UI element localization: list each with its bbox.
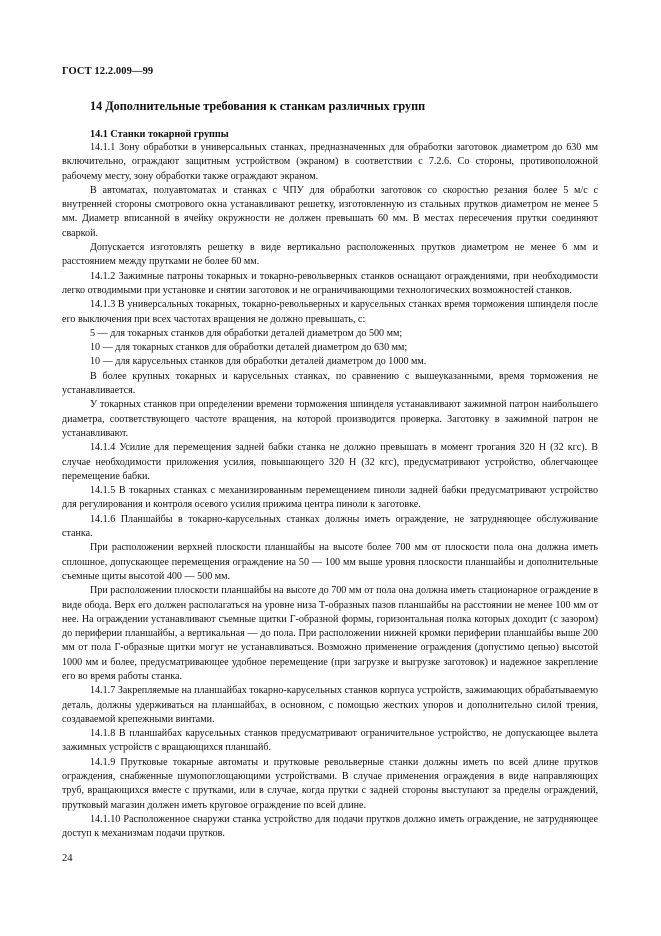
paragraph-grating-requirement: В автоматах, полуавтоматах и станках с ЧПУ для обработки заготовок со скоростью резания более 5 м/с с внутренней стороны смотрового окна устанавливают решетку, изготовленную из стальных прутков диаметром не менее 5 мм. Диаметр вписанной в ячейку окружности не должен превышать 60 мм. В местах пересечения прутки соединяют сваркой. (62, 184, 598, 239)
paragraph-braking-test: У токарных станков при определении времени торможения шпинделя устанавливают зажимной патрон наибольшего диаметра, соответствующего частоте вращения, на которой производится проверка. Заготовку в зажимной патрон не устанавливают. (62, 399, 598, 439)
paragraph-14-1-2: 14.1.2 Зажимные патроны токарных и токарно-револьверных станков оснащают ограждениями, при необходимости легко отводимыми при установке и снятии заготовок и не ограничивающими технологических возможностей станков. (62, 270, 598, 296)
subsection-title: 14.1 Станки токарной группы (90, 129, 229, 140)
body-text (62, 141, 598, 842)
section-title: 14 Дополнительные требования к станкам различных групп (90, 99, 426, 113)
paragraph-14-1-6: 14.1.6 Планшайбы в токарно-карусельных станках должны иметь ограждение, не затрудняющее обслуживание станка. (62, 513, 598, 540)
paragraph-vertical-bars-allowed: Допускается изготовлять решетку в виде вертикально расположенных прутков диаметром не менее 6 мм и расстоянием между прутками не более 60 мм. (62, 242, 598, 268)
paragraph-faceplate-below-700: При расположении плоскости планшайбы на высоте до 700 мм от пола она должна иметь стационарное ограждение в виде обода. Верх его должен располагаться на уровне низа Т-образных пазов планшайбы на расстоянии не менее 100 мм от нее. На ограждении устанавливают съемные щитки Г-образной формы, горизонтальная полка которых доходит (с зазором) до периферии планшайбы, а вертикальная — до пола. При расположении нижней кромки периферии планшайбы выше 200 мм от пола Г-образные щитки могут не устанавливаться. Возможно применение ограждения (допустимо цепью) высотой 1000 мм и более, предусматривающее удобное перемещение (при загрузке и выгрузке заготовок) и надежное закрепление его во время работы станка. (62, 585, 598, 682)
list-item-braking-500: 5 — для токарных станков для обработки деталей диаметром до 500 мм; (90, 327, 403, 339)
document-code-header: ГОСТ 12.2.009—99 (62, 66, 154, 77)
paragraph-14-1-9: 14.1.9 Прутковые токарные автоматы и прутковые револьверные станки должны иметь по всей длине прутков ограждения, снабженные шумопоглощающими устройствами. В случае применения ограждения в виде направляющих труб, вращающихся вместе с прутками, или в случае, когда прутки с задней стороны выступают за пределы ограждений, прутковый магазин должен иметь круговое ограждение по всей длине. (62, 756, 598, 811)
paragraph-14-1-7: 14.1.7 Закрепляемые на планшайбах токарно-карусельных станков корпуса устройств, зажимающих обрабатываемую деталь, должны удерживаться на планшайбах, в основном, с помощью жестких упоров и дополнительно силой трения, создаваемой крепежными винтами. (62, 685, 598, 725)
paragraph-14-1-8: 14.1.8 В планшайбах карусельных станков предусматривают ограничительное устройство, не допускающее вылета зажимных устройств с вращающихся планшайб. (62, 728, 598, 754)
list-item-braking-630: 10 — для токарных станков для обработки деталей диаметром до 630 мм; (90, 342, 408, 354)
list-item-braking-1000: 10 — для карусельных станков для обработки деталей диаметром до 1000 мм. (90, 356, 427, 368)
paragraph-faceplate-above-700: При расположении верхней плоскости планшайбы на высоте более 700 мм от плоскости пола она должна иметь сплошное, допускающее перемещения ограждение на 50 — 100 мм выше уровня плоскости планшайбы и дополнительные съемные щиты высотой 400 — 500 мм. (62, 542, 598, 582)
paragraph-14-1-3: 14.1.3 В универсальных токарных, токарно-револьверных и карусельных станках время торможения шпинделя после его выключения при всех частотах вращения не должно превышать, с: (62, 299, 598, 325)
paragraph-14-1-1: 14.1.1 Зону обработки в универсальных станках, предназначенных для обработки заготовок диаметром до 630 мм включительно, ограждают защитным устройством (экраном) в соответствии с 7.2.6. Со стороны, противоположной рабочему месту, зону обработки также ограждают экраном. (62, 142, 598, 182)
paragraph-14-1-10: 14.1.10 Расположенное снаружи станка устройство для подачи прутков должно иметь ограждение, не затрудняющее доступ к механизмам подачи прутков. (62, 813, 598, 840)
page-number: 24 (62, 853, 73, 864)
paragraph-14-1-5: 14.1.5 В токарных станках с механизированным перемещением пиноли задней бабки предусматривают устройство для регулирования и контроля осевого усилия прижима центра пиноли к заготовке. (62, 485, 598, 511)
paragraph-larger-machines: В более крупных токарных и карусельных станках, по сравнению с вышеуказанными, время торможения не устанавливается. (62, 370, 598, 397)
paragraph-14-1-4: 14.1.4 Усилие для перемещения задней бабки станка не должно превышать в момент трогания 320 Н (32 кгс). В случае необходимости приложения усилия, повышающего 320 Н (32 кгс), предусматривают устройство, облегчающее перемещение бабки. (62, 442, 598, 482)
